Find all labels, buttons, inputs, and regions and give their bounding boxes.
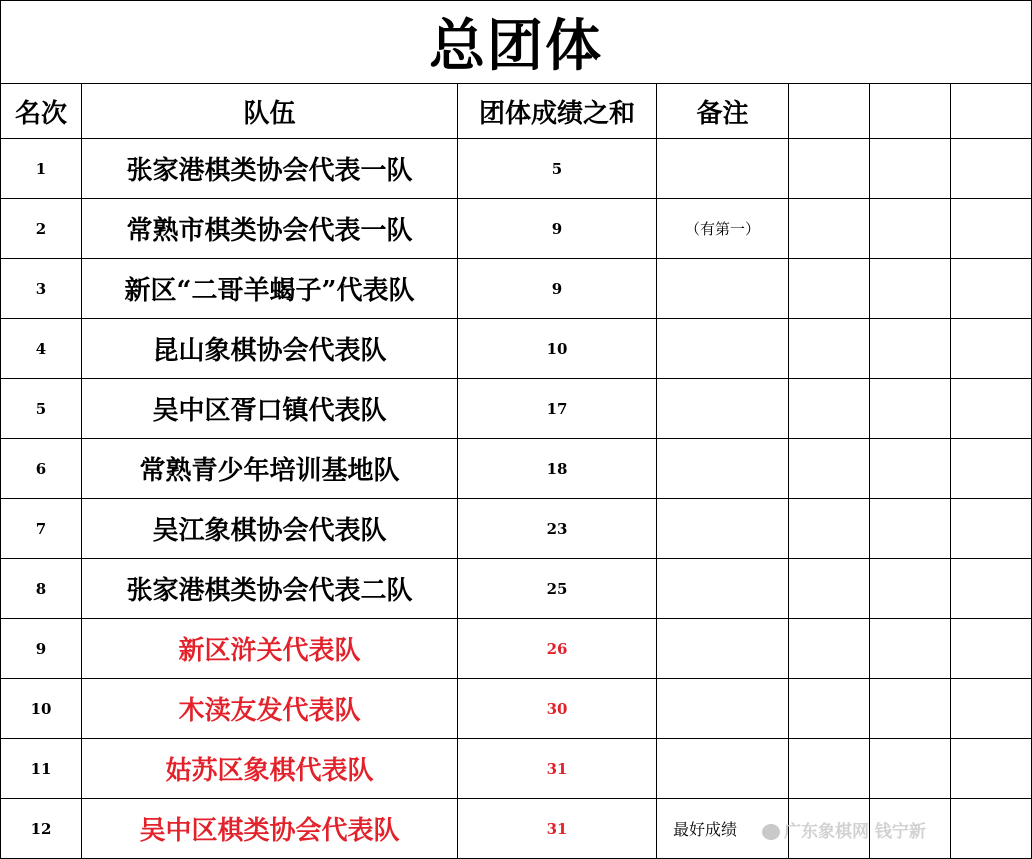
team-cell: 木渎友发代表队 [82,679,458,739]
empty-cell [789,139,870,199]
rank-cell: 2 [1,199,82,259]
team-cell: 新区“二哥羊蝎子”代表队 [82,259,458,319]
team-cell: 张家港棋类协会代表一队 [82,139,458,199]
empty-cell [951,679,1032,739]
score-cell: 17 [458,379,657,439]
empty-cell [951,499,1032,559]
empty-cell [870,379,951,439]
note-cell: （有第一） [657,199,789,259]
table-row [1,679,1032,739]
empty-cell [951,379,1032,439]
note-cell [657,439,789,499]
empty-cell [870,499,951,559]
empty-cell [951,619,1032,679]
rank-cell: 1 [1,139,82,199]
score-cell: 30 [458,679,657,739]
table-row [1,739,1032,799]
empty-cell [789,739,870,799]
score-cell: 25 [458,559,657,619]
note-cell [657,679,789,739]
score-cell: 23 [458,499,657,559]
team-cell: 昆山象棋协会代表队 [82,319,458,379]
empty-cell [951,319,1032,379]
team-cell: 吴中区棋类协会代表队 [82,799,458,859]
team-cell: 吴中区胥口镇代表队 [82,379,458,439]
score-cell: 9 [458,259,657,319]
empty-cell [951,139,1032,199]
empty-cell [789,319,870,379]
note-header: 备注 [657,84,789,139]
score-cell: 5 [458,139,657,199]
empty-cell [951,439,1032,499]
table-row [1,559,1032,619]
team-cell: 常熟市棋类协会代表一队 [82,199,458,259]
empty-cell [870,619,951,679]
note-cell [657,619,789,679]
score-cell: 26 [458,619,657,679]
table-row [1,619,1032,679]
empty-cell [951,259,1032,319]
team-cell: 张家港棋类协会代表二队 [82,559,458,619]
empty-cell [789,439,870,499]
page-title: 总团体 [1,1,1032,84]
rank-cell: 10 [1,679,82,739]
empty-cell [789,199,870,259]
empty-cell [951,799,1032,859]
empty-cell [789,559,870,619]
rank-cell: 12 [1,799,82,859]
table-row [1,199,1032,259]
rank-header: 名次 [1,84,82,139]
empty-cell [870,199,951,259]
table-row [1,439,1032,499]
table-body [1,139,1032,859]
team-cell: 姑苏区象棋代表队 [82,739,458,799]
empty-header-cell [951,84,1032,139]
empty-cell [870,259,951,319]
empty-cell [789,259,870,319]
score-header: 团体成绩之和 [458,84,657,139]
rank-cell: 9 [1,619,82,679]
empty-cell [870,439,951,499]
empty-cell [870,139,951,199]
empty-cell [789,499,870,559]
note-cell [657,739,789,799]
team-header: 队伍 [82,84,458,139]
empty-cell [870,319,951,379]
rank-cell: 3 [1,259,82,319]
header-row [1,84,1032,139]
note-cell [657,379,789,439]
watermark-text: 广东象棋网 钱宁新 [784,822,926,842]
score-cell: 10 [458,319,657,379]
rank-cell: 11 [1,739,82,799]
empty-cell [789,679,870,739]
empty-cell [789,379,870,439]
rank-cell: 5 [1,379,82,439]
table-row [1,499,1032,559]
table-row [1,139,1032,199]
empty-header-cell [789,84,870,139]
empty-cell [789,619,870,679]
team-cell: 新区浒关代表队 [82,619,458,679]
table-row [1,259,1032,319]
note-cell [657,559,789,619]
score-cell: 9 [458,199,657,259]
empty-cell [951,739,1032,799]
table-row [1,319,1032,379]
watermark [762,817,926,842]
score-cell: 31 [458,739,657,799]
rank-cell: 4 [1,319,82,379]
score-cell: 18 [458,439,657,499]
empty-cell [870,739,951,799]
note-cell: 最好成绩 [657,799,789,859]
note-cell [657,319,789,379]
empty-cell [951,199,1032,259]
team-cell: 吴江象棋协会代表队 [82,499,458,559]
note-cell [657,259,789,319]
empty-cell [951,559,1032,619]
empty-cell [870,679,951,739]
empty-cell [870,559,951,619]
score-cell: 31 [458,799,657,859]
rank-cell: 8 [1,559,82,619]
rank-cell: 7 [1,499,82,559]
wechat-icon [762,824,780,840]
rank-cell: 6 [1,439,82,499]
empty-header-cell [870,84,951,139]
table-row [1,379,1032,439]
team-cell: 常熟青少年培训基地队 [82,439,458,499]
note-cell [657,499,789,559]
note-cell [657,139,789,199]
